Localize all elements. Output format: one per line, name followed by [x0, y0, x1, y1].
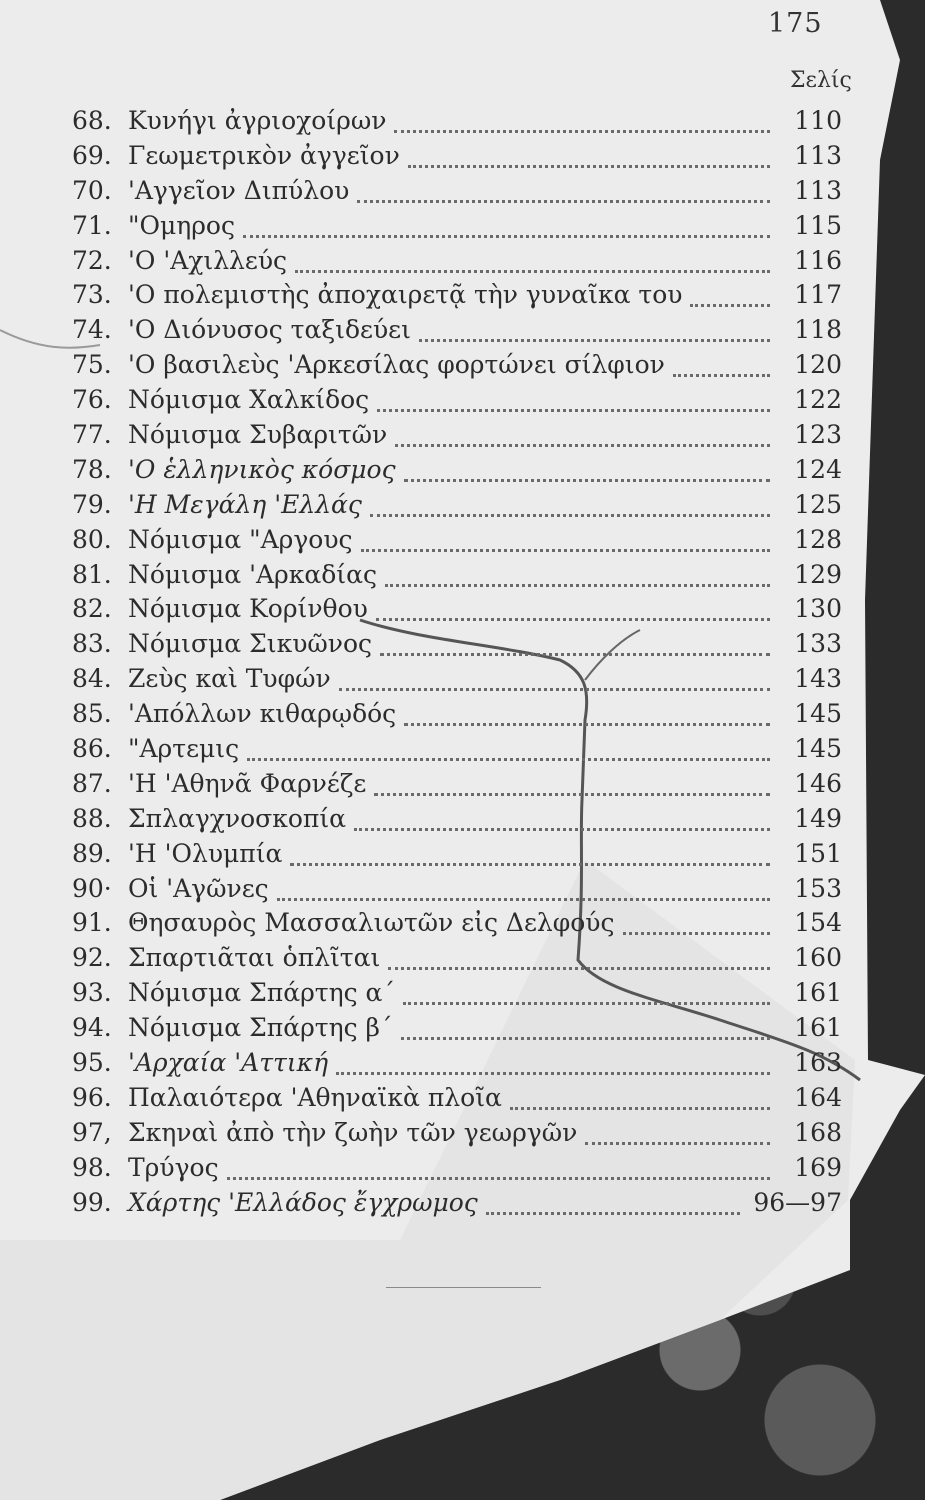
entry-number: 74.: [72, 315, 112, 345]
entry-number: 70.: [72, 175, 112, 205]
entry-number: 98.: [72, 1152, 112, 1182]
entry-number: 97,: [72, 1117, 112, 1147]
leader-dots: [623, 930, 770, 935]
entry-page: 163: [794, 1048, 842, 1078]
toc-entry: [72, 1046, 842, 1081]
toc-entry: [72, 244, 842, 279]
entry-page: 110: [794, 106, 842, 135]
entry-number: 72.: [72, 245, 112, 275]
leader-dots: [361, 547, 770, 552]
entry-number: 99.: [72, 1187, 112, 1217]
entry-number: 95.: [72, 1048, 112, 1078]
entry-number: 86.: [72, 734, 112, 764]
entry-title: Τρύγος: [128, 1152, 219, 1182]
leader-dots: [404, 721, 770, 726]
leader-dots: [395, 442, 770, 447]
toc-entry: [72, 906, 842, 941]
leader-dots: [354, 826, 770, 831]
entry-page: 113: [794, 175, 842, 205]
toc-entry: [72, 418, 842, 453]
leader-dots: [243, 233, 770, 238]
toc-entry: [72, 453, 842, 488]
entry-title: 'Η 'Αθηνᾶ Φαρνέζε: [128, 768, 367, 798]
entry-page: 115: [794, 210, 842, 240]
end-rule: [386, 1287, 541, 1288]
toc-entry: [72, 1186, 842, 1221]
toc-entry: [72, 383, 842, 418]
leader-dots: [408, 163, 770, 168]
entry-title: Γεωμετρικὸν ἀγγεῖον: [128, 140, 400, 170]
leader-dots: [403, 1000, 770, 1005]
entry-page: 151: [794, 838, 842, 868]
entry-number: 88.: [72, 803, 112, 833]
entry-title: Σπαρτιᾶται ὁπλῖται: [128, 943, 381, 973]
entry-number: 83.: [72, 629, 112, 659]
leader-dots: [290, 861, 770, 866]
entry-number: 85.: [72, 699, 112, 729]
toc-entry: [72, 941, 842, 976]
leader-dots: [404, 477, 770, 482]
leader-dots: [370, 512, 770, 517]
toc-entry: [72, 627, 842, 662]
toc-entry: [72, 802, 842, 837]
leader-dots: [247, 756, 770, 761]
entry-page: 160: [794, 943, 842, 973]
entry-title: 'Ο πολεμιστὴς ἀποχαιρετᾷ τὴν γυναῖκα του: [128, 280, 683, 310]
entry-page: 118: [794, 315, 842, 345]
entry-title: Κυνήγι ἀγριοχοίρων: [128, 106, 387, 135]
entry-title: Οἱ 'Αγῶνες: [128, 873, 269, 903]
entry-title: Νόμισμα Σπάρτης β΄: [128, 1013, 393, 1043]
entry-title: 'Ο 'Αχιλλεύς: [128, 245, 288, 275]
leader-dots: [510, 1105, 770, 1110]
leader-dots: [374, 791, 770, 796]
toc-entry: [72, 732, 842, 767]
entry-page: 117: [794, 280, 842, 310]
entry-title: Νόμισμα Συβαριτῶν: [128, 420, 388, 450]
entry-title: 'Ο βασιλεὺς 'Αρκεσίλας φορτώνει σίλφιον: [128, 350, 665, 380]
entry-page: 145: [794, 734, 842, 764]
entry-page: 143: [794, 664, 842, 694]
entry-page: 122: [794, 385, 842, 415]
entry-number: 81.: [72, 559, 112, 589]
toc-entry: [72, 139, 842, 174]
entry-number: 71.: [72, 210, 112, 240]
entry-number: 92.: [72, 943, 112, 973]
entry-title: 'Η 'Ολυμπία: [128, 838, 283, 868]
leader-dots: [486, 1210, 740, 1215]
toc-entry: [72, 523, 842, 558]
entry-page: 116: [794, 245, 842, 275]
entry-number: 89.: [72, 838, 112, 868]
entry-page: 153: [794, 873, 842, 903]
entry-number: 76.: [72, 385, 112, 415]
entry-number: 94.: [72, 1013, 112, 1043]
toc-entry: [72, 697, 842, 732]
toc-entry: [72, 488, 842, 523]
toc-entry: [72, 1011, 842, 1046]
entry-title: 'Ο Διόνυσος ταξιδεύει: [128, 315, 411, 345]
entry-number: 68.: [72, 106, 112, 135]
entry-page: 168: [794, 1117, 842, 1147]
entry-title: Χάρτης 'Ελλάδος ἔγχρωμος: [128, 1187, 478, 1217]
leader-dots: [385, 582, 770, 587]
toc-entry: [72, 558, 842, 593]
page-number: 175: [768, 8, 823, 39]
entry-page: 113: [794, 140, 842, 170]
entry-page: 133: [794, 629, 842, 659]
entry-page: 123: [794, 420, 842, 450]
entry-page: 125: [794, 489, 842, 519]
entry-number: 96.: [72, 1082, 112, 1112]
entry-title: 'Αγγεῖον Διπύλου: [128, 175, 350, 205]
entry-title: Νόμισμα Σπάρτης α΄: [128, 978, 395, 1008]
entry-title: Νόμισμα Σικυῶνος: [128, 629, 373, 659]
leader-dots: [380, 651, 770, 656]
toc-entry: [72, 278, 842, 313]
page-column-header: Σελίς: [790, 68, 852, 93]
toc-entry: [72, 348, 842, 383]
entry-number: 84.: [72, 664, 112, 694]
toc-entry: [72, 174, 842, 209]
entry-title: Νόμισμα 'Αρκαδίας: [128, 559, 377, 589]
entry-number: 87.: [72, 768, 112, 798]
entry-title: 'Αρχαία 'Αττική: [128, 1048, 329, 1078]
entry-title: Νόμισμα Κορίνθου: [128, 594, 368, 624]
entry-title: "Αρτεμις: [128, 734, 240, 764]
entry-page: 149: [794, 803, 842, 833]
entry-page: 124: [794, 454, 842, 484]
entry-page: 169: [794, 1152, 842, 1182]
entry-title: Ζεὺς καὶ Τυφών: [128, 664, 331, 694]
entry-page: 96—97: [753, 1187, 842, 1217]
entry-number: 90·: [72, 873, 112, 903]
entry-page: 129: [794, 559, 842, 589]
toc-entry: [72, 104, 842, 139]
entry-number: 80.: [72, 524, 112, 554]
entry-page: 164: [794, 1082, 842, 1112]
entry-number: 82.: [72, 594, 112, 624]
toc-entry: [72, 1081, 842, 1116]
entry-title: Νόμισμα "Αργους: [128, 524, 353, 554]
entry-number: 91.: [72, 908, 112, 938]
toc-entry: [72, 976, 842, 1011]
entry-title: Νόμισμα Χαλκίδος: [128, 385, 370, 415]
entry-title: 'Ο ἑλληνικὸς κόσμος: [128, 454, 396, 484]
toc-entry: [72, 662, 842, 697]
entry-title: Παλαιότερα 'Αθηναϊκὰ πλοῖα: [128, 1082, 502, 1112]
entry-title: 'Απόλλων κιθαρῳδός: [128, 699, 397, 729]
leader-dots: [277, 896, 770, 901]
entry-title: Θησαυρὸς Μασσαλιωτῶν εἰς Δελφούς: [128, 908, 615, 938]
toc-entry: [72, 1151, 842, 1186]
entry-page: 120: [794, 350, 842, 380]
leader-dots: [394, 128, 770, 133]
entry-title: Σπλαγχνοσκοπία: [128, 803, 347, 833]
entry-number: 75.: [72, 350, 112, 380]
entry-number: 73.: [72, 280, 112, 310]
entry-page: 154: [794, 908, 842, 938]
toc-entry: [72, 872, 842, 907]
toc-entry: [72, 837, 842, 872]
leader-dots: [585, 1140, 770, 1145]
toc-entry: [72, 209, 842, 244]
toc-entry: [72, 592, 842, 627]
leader-dots: [690, 302, 770, 307]
toc-entry: [72, 313, 842, 348]
leader-dots: [673, 372, 770, 377]
entry-number: 78.: [72, 454, 112, 484]
entry-number: 69.: [72, 140, 112, 170]
table-of-contents: [72, 104, 842, 1221]
toc-entry: [72, 767, 842, 802]
leader-dots: [419, 337, 770, 342]
entry-title: "Ομηρος: [128, 210, 235, 240]
entry-number: 77.: [72, 420, 112, 450]
leader-dots: [376, 616, 770, 621]
entry-title: 'Η Μεγάλη 'Ελλάς: [128, 489, 362, 519]
entry-page: 146: [794, 768, 842, 798]
entry-page: 161: [794, 978, 842, 1008]
entry-page: 161: [794, 1013, 842, 1043]
entry-page: 128: [794, 524, 842, 554]
leader-dots: [377, 407, 770, 412]
entry-title: Σκηναὶ ἀπὸ τὴν ζωὴν τῶν γεωργῶν: [128, 1117, 578, 1147]
leader-dots: [388, 965, 770, 970]
leader-dots: [339, 686, 770, 691]
entry-number: 93.: [72, 978, 112, 1008]
leader-dots: [227, 1175, 770, 1180]
toc-entry: [72, 1116, 842, 1151]
leader-dots: [357, 198, 770, 203]
leader-dots: [295, 268, 770, 273]
entry-number: 79.: [72, 489, 112, 519]
entry-page: 145: [794, 699, 842, 729]
leader-dots: [401, 1035, 770, 1040]
leader-dots: [336, 1070, 770, 1075]
entry-page: 130: [794, 594, 842, 624]
